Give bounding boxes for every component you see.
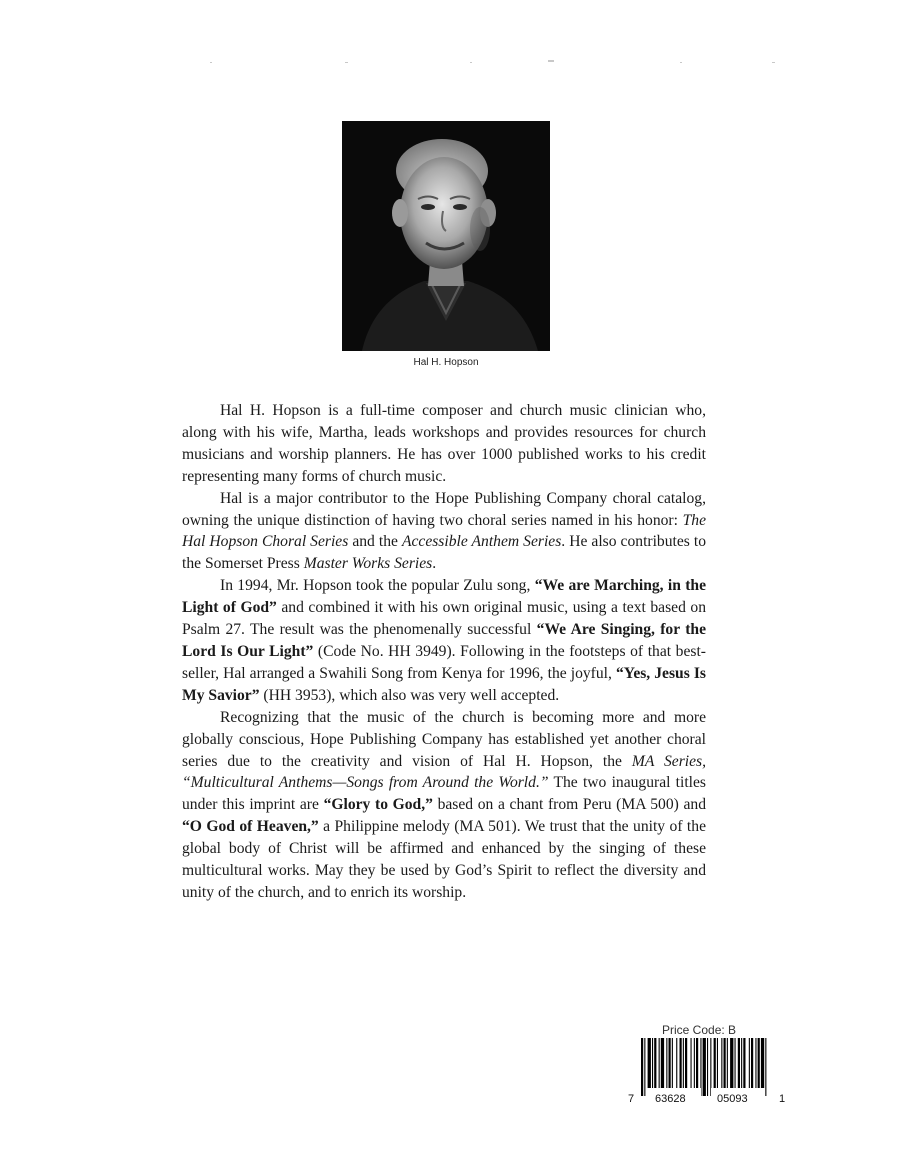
barcode-bar (661, 1038, 664, 1096)
barcode-bar (700, 1038, 701, 1096)
barcode-bar (669, 1038, 671, 1096)
bio-paragraph-1: Hal H. Hopson is a full-time composer and church music clinician who, along with his wife, Martha, leads workshops and provides resources for church musicians and worship planners. He has over 1000 published works to his credit representing many forms of church music. (182, 402, 706, 485)
series-title: Master Works Series (303, 555, 433, 573)
barcode-bar (741, 1038, 742, 1096)
barcode-bar (755, 1038, 756, 1096)
barcode-bar (654, 1038, 656, 1096)
barcode-bar (694, 1038, 695, 1096)
barcode-bar (717, 1038, 718, 1096)
barcode-bar (703, 1038, 706, 1096)
portrait-caption: Hal H. Hopson (413, 357, 479, 368)
series-title: The Hal Hopson Choral Series (182, 511, 706, 551)
barcode-bar (751, 1038, 753, 1096)
author-portrait (342, 121, 550, 351)
barcode-bar (714, 1038, 716, 1096)
barcode-bar (727, 1038, 728, 1096)
barcode-digits-left: 63628 (655, 1093, 686, 1105)
barcode-digit-first: 7 (628, 1093, 635, 1105)
barcode-bar (680, 1038, 682, 1096)
bio-paragraph-2: Hal is a major contributor to the Hope Publishing Company choral catalog, owning the unique distinction of having two choral series named in his honor: The Hal Hopson Choral Series and the Accessible Anthem Series. He also contributes to the Somerset Press Master Works Series. (182, 489, 707, 573)
barcode-bar (659, 1038, 660, 1096)
song-title: “Glory to God,” (323, 796, 433, 814)
barcode-bar (707, 1038, 708, 1096)
barcode-bar (724, 1038, 726, 1096)
barcode-bar (641, 1038, 643, 1096)
barcode-bar (721, 1038, 722, 1096)
barcode-bar (710, 1038, 711, 1096)
barcode-bar (735, 1038, 736, 1096)
barcode-bar (743, 1038, 745, 1096)
barcode-bar (683, 1038, 684, 1096)
barcode-digit-last: 1 (779, 1093, 786, 1105)
barcode-bar (749, 1038, 750, 1096)
scan-artifacts (0, 0, 900, 100)
barcode-bar (672, 1038, 673, 1096)
song-title: “We are Marching, in the Light of God” (182, 577, 706, 617)
price-code: Price Code: B (662, 1023, 737, 1037)
barcode-bar (691, 1038, 692, 1096)
barcode-bar (676, 1038, 677, 1096)
barcode-bar (648, 1038, 651, 1096)
biography-text (182, 400, 706, 904)
bio-paragraph-3: In 1994, Mr. Hopson took the popular Zulu song, “We are Marching, in the Light of God” and combined it with his own original music, using a text based on Psalm 27. The result was the phenomenally successful “We Are Singing, for the Lord Is Our Light” (Code No. HH 3949). Following in the footsteps of that best-seller, Hal arranged a Swahili Song from Kenya for 1996, the joyful, “Yes, Jesus Is My Savior” (HH 3953), which also was very well accepted. (182, 577, 706, 704)
barcode-bar (696, 1038, 698, 1096)
barcode-bar (765, 1038, 766, 1096)
bio-paragraph-4: Recognizing that the music of the church is becoming more and more globally conscious, Hope Publishing Company has established yet another choral series due to the creativity and vision of Hal H. Hopson, the MA Series, “Multicultural Anthems—Songs from Around the World.” The two inaugural titles under this imprint are “Glory to God,” based on a chant from Peru (MA 500) and “O God of Heaven,” a Philippine melody (MA 501). We trust that the unity of the global body of Christ will be affirmed and enhanced by the singing of these multicultural works. May they be used by God’s Spirit to reflect the diversity and unity of the church, and to enrich its worship. (182, 708, 707, 901)
song-title: “O God of Heaven,” (182, 818, 319, 836)
song-title: “We Are Singing, for the Lord Is Our Light” (182, 621, 706, 660)
series-title: Accessible Anthem Series (401, 533, 562, 551)
barcode-bar (738, 1038, 740, 1096)
barcode-bar (666, 1038, 667, 1096)
barcode-bar (652, 1038, 653, 1096)
barcode-bar (730, 1038, 733, 1096)
barcode-bar (685, 1038, 687, 1096)
song-title: “Yes, Jesus Is My Savior” (182, 664, 706, 704)
barcode-bar (644, 1038, 645, 1096)
barcode-bar (761, 1038, 764, 1096)
barcode-bar (758, 1038, 760, 1096)
barcode (625, 1036, 790, 1106)
series-title: MA Series, “Multicultural Anthems—Songs from Around the World.” (182, 752, 706, 792)
barcode-digits-right: 05093 (717, 1093, 748, 1105)
